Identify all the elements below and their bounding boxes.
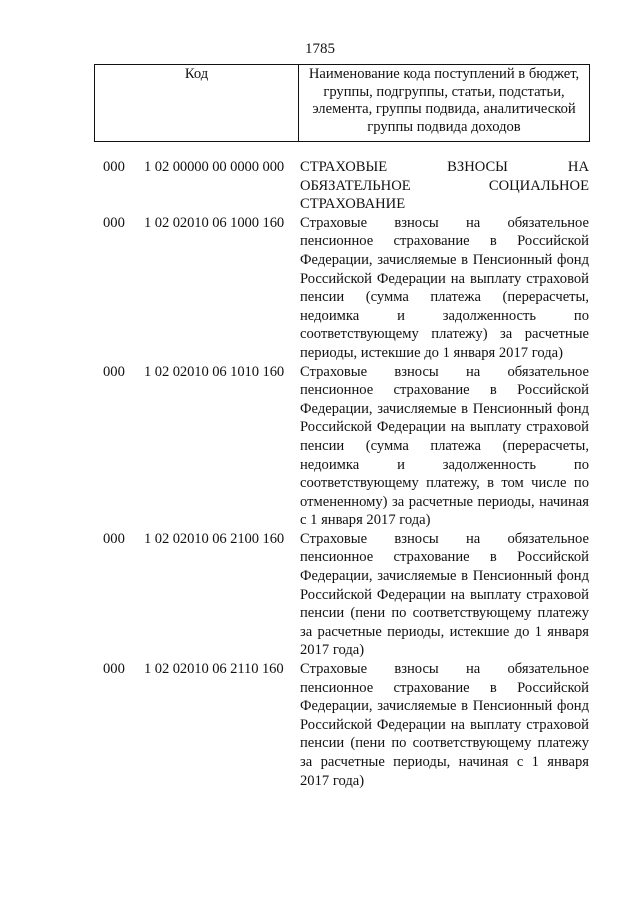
row-description: Страховые взносы на обязательное пенсионное страхование в Российской Федерации, зачисляемые в Пенсионный фонд Российской Федерации на выплату страховой пенсии (сумма платежа (перерасчеты, недоимка и задолженность по соответствующему платежу) за расчетные периоды, истекшие до 1 января 2017 года) [300,214,589,361]
table-header [94,64,590,142]
row-admin-code: 000 [103,661,125,678]
row-revenue-code: 1 02 02010 06 2110 160 [144,661,284,678]
header-name-column: Наименование кода поступлений в бюджет, группы, подгруппы, статьи, подстатьи, элемента, группы подвида, аналитической группы подвида доходов [308,66,580,135]
table-body [0,158,640,790]
row-admin-code: 000 [103,363,125,380]
row-description: СТРАХОВЫЕ ВЗНОСЫ НА ОБЯЗАТЕЛЬНОЕ СОЦИАЛЬНОЕ СТРАХОВАНИЕ [300,159,589,213]
page-number: 1785 [305,41,335,57]
table-row [0,363,640,530]
table-row [0,158,640,214]
table-row [0,214,640,363]
row-description: Страховые взносы на обязательное пенсионное страхование в Российской Федерации, зачисляемые в Пенсионный фонд Российской Федерации на выплату страховой пенсии (сумма платежа (перерасчеты, недоимка и задолженность по соответствующему платежу, в том числе по отмененному) за расчетные периоды, начиная с 1 января 2017 года) [300,363,589,529]
header-code-column: Код [95,65,299,141]
table-row [0,660,640,790]
table-row [0,530,640,660]
row-admin-code: 000 [103,159,125,175]
row-admin-code: 000 [103,214,125,231]
row-admin-code: 000 [103,530,125,547]
row-revenue-code: 1 02 02010 06 1000 160 [144,214,285,231]
row-description: Страховые взносы на обязательное пенсионное страхование в Российской Федерации, зачисляемые в Пенсионный фонд Российской Федерации на выплату страховой пенсии (пени по соответствующему платежу за расчетные периоды, начиная с 1 января 2017 года) [300,661,589,789]
row-description: Страховые взносы на обязательное пенсионное страхование в Российской Федерации, зачисляемые в Пенсионный фонд Российской Федерации на выплату страховой пенсии (пени по соответствующему платежу за расчетные периоды, истекшие до 1 января 2017 года) [300,530,589,659]
row-revenue-code: 1 02 02010 06 1010 160 [144,363,285,380]
row-revenue-code: 1 02 02010 06 2100 160 [144,530,285,547]
row-revenue-code: 1 02 00000 00 0000 000 [144,159,285,175]
